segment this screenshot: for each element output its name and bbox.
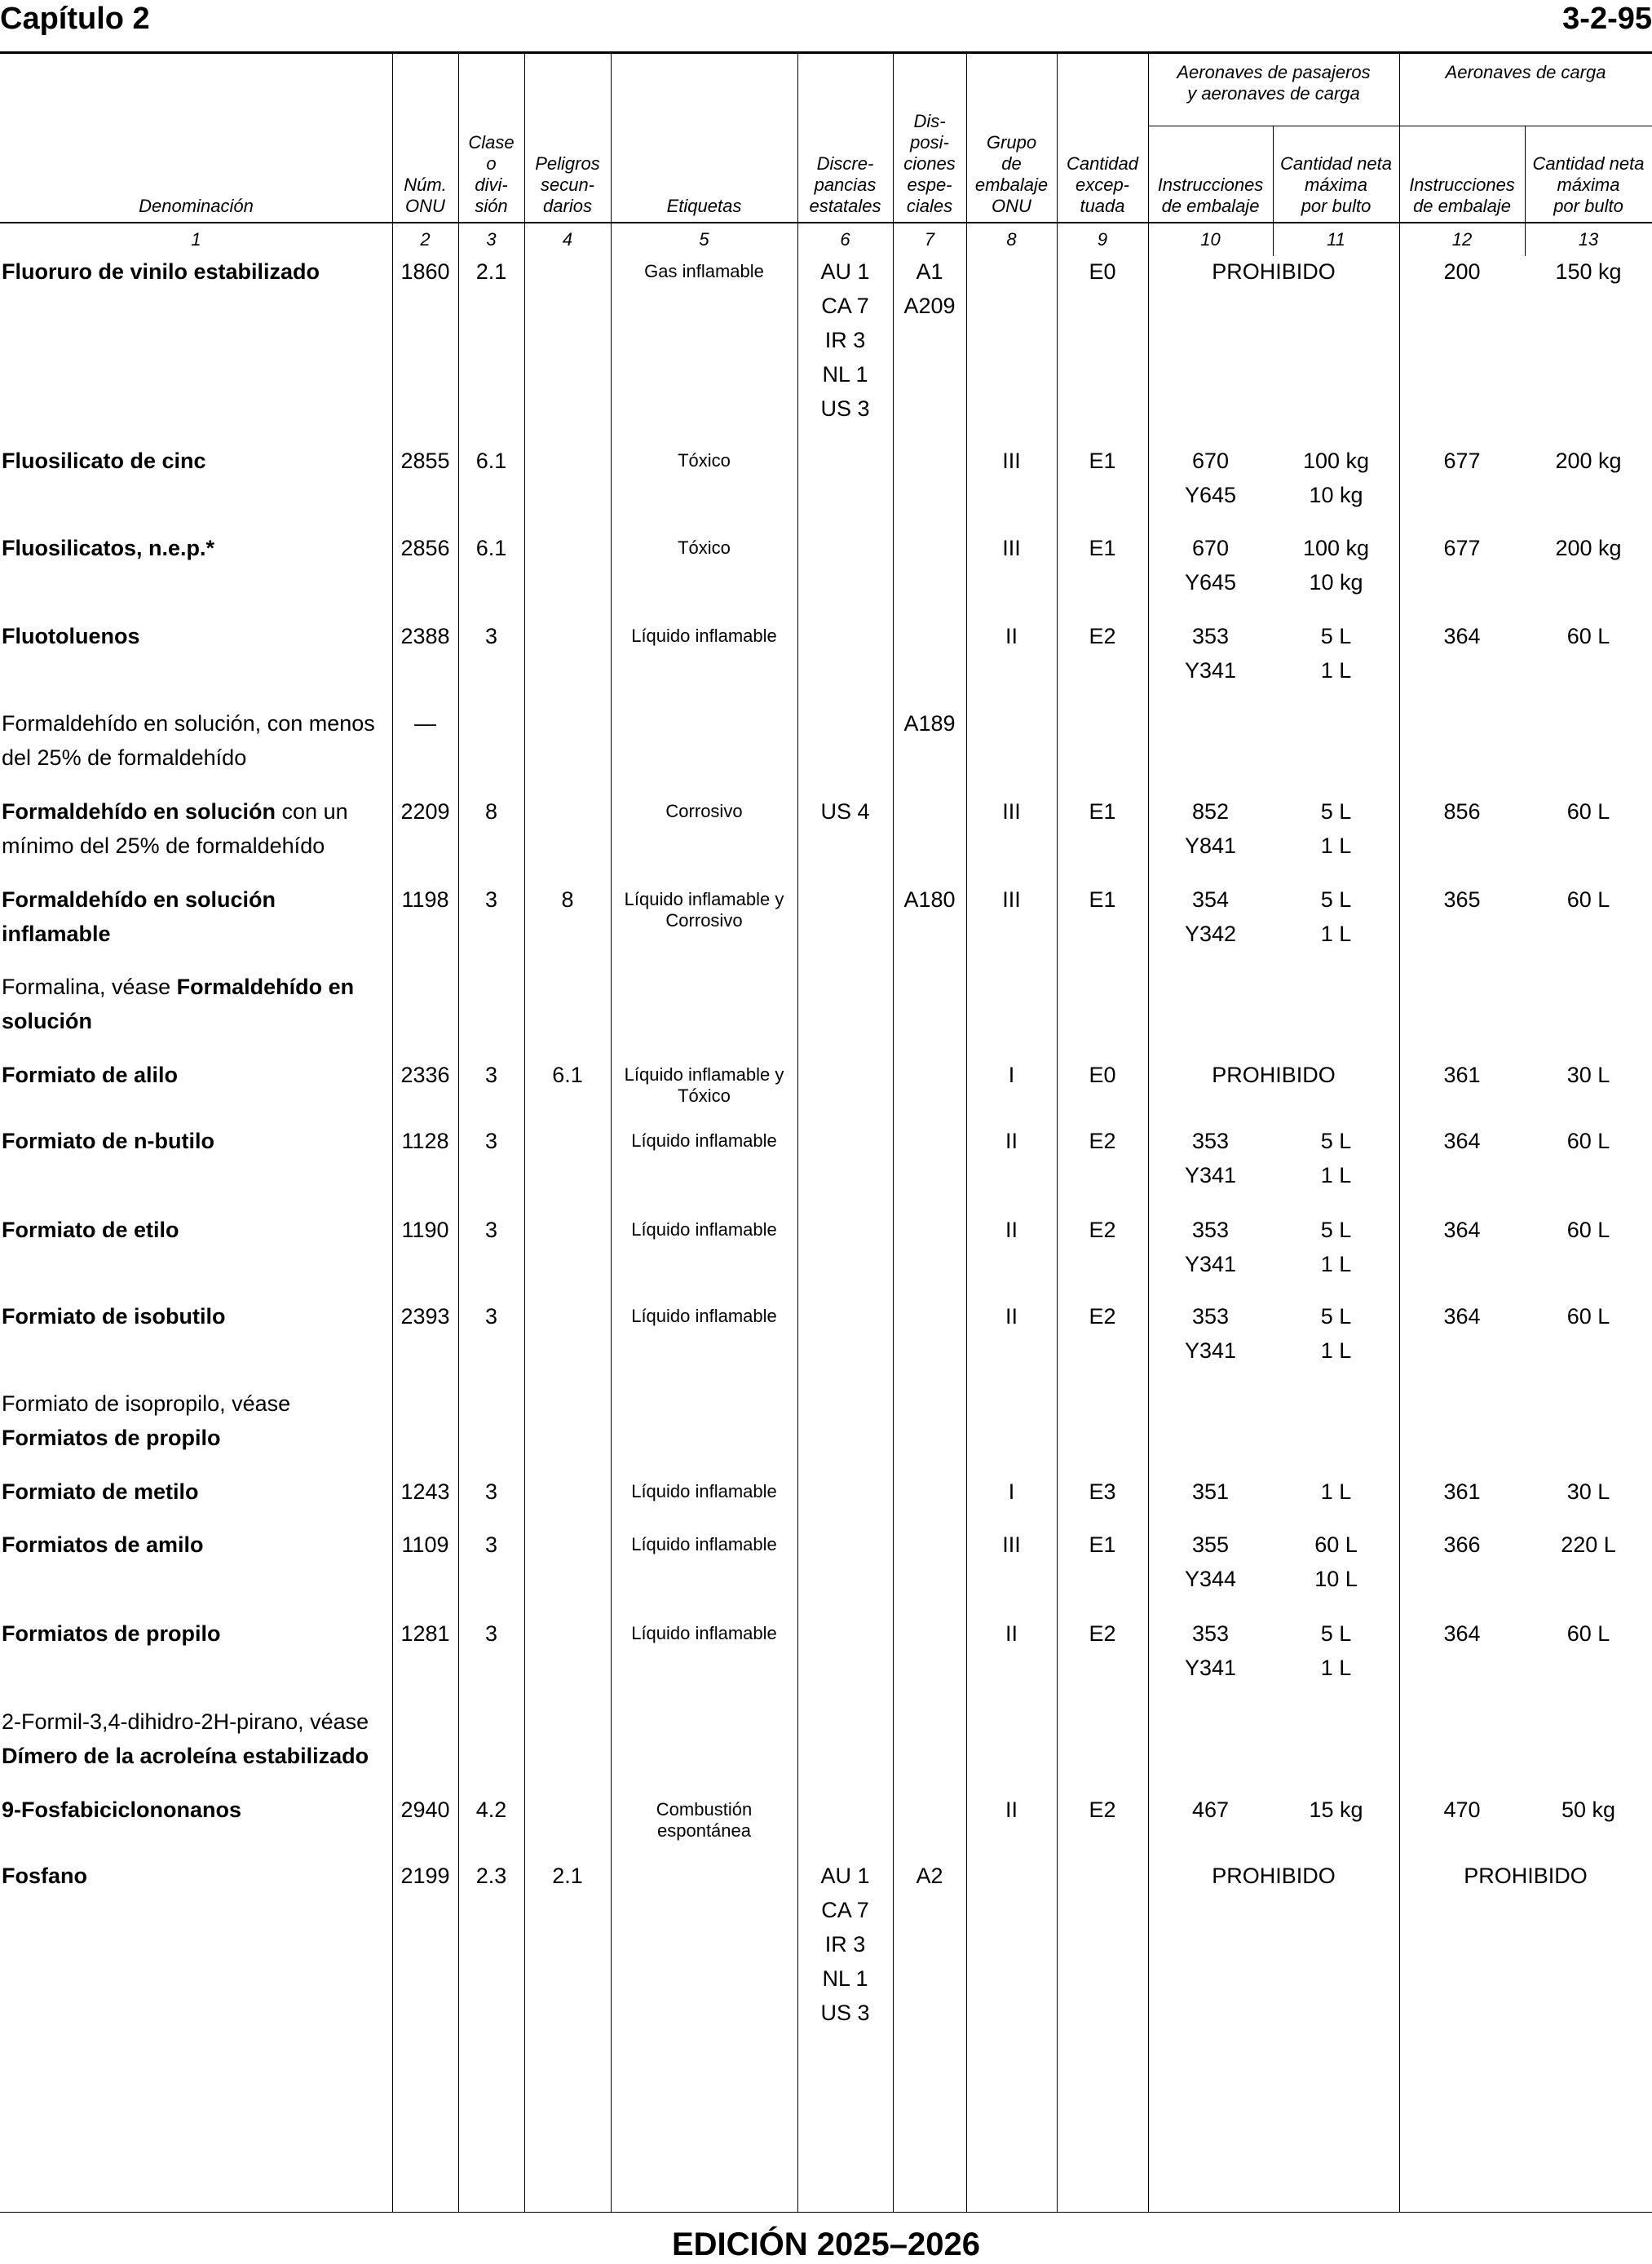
- cao-max-quantity: 200 kg: [1555, 449, 1622, 473]
- subsidiary-hazard: 2.1: [552, 1864, 583, 1888]
- group-header-pasajeros: Aeronaves de pasajeros y aeronaves de carga: [1177, 62, 1371, 104]
- substance-name: [2, 254, 385, 289]
- pax-max-quantity: 15 kg: [1309, 1797, 1363, 1822]
- substance-name: [2, 1705, 385, 1773]
- cao-packing-instruction: 856: [1443, 799, 1481, 824]
- pax-max-quantity: 5 L 1 L: [1320, 1621, 1352, 1680]
- packing-group: II: [1005, 1797, 1018, 1822]
- col-header-cantidad: Cantidad excep- tuada: [1066, 153, 1139, 216]
- substance-name: [2, 619, 385, 653]
- un-number: 2336: [400, 1063, 450, 1087]
- cao-max-quantity: 30 L: [1566, 1479, 1610, 1504]
- hazard-label: Líquido inflamable: [631, 1306, 777, 1326]
- substance-name-bold: Formiato de n-butilo: [2, 1129, 214, 1153]
- substance-name: [2, 1616, 385, 1651]
- col-header-denominacion: Denominación: [139, 196, 254, 216]
- pax-max-quantity: 5 L 1 L: [1320, 799, 1352, 858]
- page-number: 3-2-95: [1562, 2, 1652, 36]
- substance-name-bold: Formiato de isobutilo: [2, 1304, 226, 1329]
- excepted-quantity: E3: [1089, 1479, 1116, 1504]
- packing-group: I: [1008, 1063, 1015, 1087]
- pax-max-quantity: 5 L 1 L: [1320, 624, 1352, 683]
- substance-name-bold: Formiatos de amilo: [2, 1532, 204, 1557]
- substance-name-bold: Fluoruro de vinilo estabilizado: [2, 259, 320, 284]
- un-number: 2209: [400, 799, 450, 824]
- class-division: 2.3: [475, 1864, 507, 1888]
- cao-max-quantity: 30 L: [1566, 1063, 1610, 1087]
- substance-name-bold: 9-Fosfabiciclononanos: [2, 1797, 242, 1822]
- special-provision: A189: [903, 711, 956, 736]
- excepted-quantity: E2: [1089, 1797, 1116, 1822]
- column-number: 9: [1097, 229, 1108, 250]
- cao-max-quantity: 60 L: [1566, 1621, 1610, 1646]
- hazard-label: Líquido inflamable: [631, 626, 777, 646]
- column-number: 11: [1327, 229, 1345, 250]
- packing-group: II: [1005, 1621, 1018, 1646]
- footer-rule: [0, 2212, 1652, 2213]
- cao-packing-instruction: 365: [1443, 887, 1481, 912]
- pax-packing-instruction: 670 Y645: [1184, 449, 1237, 507]
- substance-name-bold: Formaldehído en solución: [2, 799, 276, 824]
- special-provision: A2: [916, 1864, 943, 1888]
- packing-group: II: [1005, 1304, 1018, 1329]
- cao-packing-instruction: 361: [1443, 1063, 1481, 1087]
- hazard-label: Corrosivo: [665, 801, 743, 821]
- col-header-disposiciones: Dis- posi- ciones espe- ciales: [903, 111, 956, 216]
- packing-group: III: [1002, 1532, 1021, 1557]
- substance-name-text: con un mínimo del 25% de formaldehído: [2, 799, 348, 858]
- un-number: 1109: [401, 1532, 449, 1557]
- cao-packing-instruction: 366: [1443, 1532, 1481, 1557]
- class-division: 8: [484, 799, 498, 824]
- excepted-quantity: E2: [1089, 1129, 1116, 1153]
- column-number: 8: [1006, 229, 1017, 250]
- un-number: —: [414, 711, 436, 736]
- special-provision: A1 A209: [903, 259, 956, 318]
- packing-group: I: [1008, 1479, 1015, 1504]
- un-number: 1128: [401, 1129, 449, 1153]
- col-header-clase: Clase o divi- sión: [468, 132, 515, 216]
- excepted-quantity: E1: [1089, 799, 1116, 824]
- pax-packing-instruction: 351: [1191, 1479, 1230, 1504]
- cross-reference: Dímero de la acroleína estabilizado: [2, 1744, 369, 1768]
- excepted-quantity: E2: [1089, 1304, 1116, 1329]
- substance-name-bold: Formaldehído en solución inflamable: [2, 887, 276, 946]
- un-number: 2388: [400, 624, 450, 648]
- class-division: 6.1: [475, 536, 507, 560]
- hazard-label: Líquido inflamable: [631, 1130, 777, 1151]
- pax-max-quantity: 5 L 1 L: [1320, 1304, 1352, 1363]
- chapter-title: Capítulo 2: [0, 2, 150, 36]
- cao-max-quantity: 60 L: [1566, 1129, 1610, 1153]
- pax-prohibited: PROHIBIDO: [1212, 1864, 1336, 1888]
- page-header: [0, 0, 1652, 39]
- pax-prohibited: PROHIBIDO: [1212, 1063, 1336, 1087]
- substance-name: [2, 1299, 385, 1333]
- packing-group: III: [1002, 887, 1021, 912]
- hazard-label: Líquido inflamable: [631, 1534, 777, 1554]
- col-header-cant-pas: Cantidad neta máxima por bulto: [1280, 153, 1392, 216]
- un-number: 2199: [400, 1864, 450, 1888]
- substance-name-bold: Fluosilicatos, n.e.p.*: [2, 536, 215, 560]
- class-division: 3: [484, 1479, 498, 1504]
- col-header-grupo: Grupo de embalaje ONU: [974, 132, 1049, 216]
- substance-name-bold: Fluosilicato de cinc: [2, 449, 206, 473]
- class-division: 4.2: [475, 1797, 507, 1822]
- column-number: 13: [1578, 229, 1599, 250]
- pax-packing-instruction: 467: [1191, 1797, 1230, 1822]
- cross-reference: Formiatos de propilo: [2, 1426, 221, 1450]
- cao-max-quantity: 60 L: [1566, 624, 1610, 648]
- column-number: 3: [486, 229, 497, 250]
- substance-name: [2, 882, 385, 951]
- cao-max-quantity: 220 L: [1561, 1532, 1616, 1557]
- packing-group: III: [1002, 799, 1021, 824]
- excepted-quantity: E1: [1089, 449, 1116, 473]
- pax-max-quantity: 5 L 1 L: [1320, 887, 1352, 946]
- cao-packing-instruction: 364: [1443, 1218, 1481, 1242]
- excepted-quantity: E1: [1089, 536, 1116, 560]
- special-provision: A180: [903, 887, 956, 912]
- substance-name-text: 2-Formil-3,4-dihidro-2H-pirano, véase: [2, 1709, 369, 1734]
- un-number: 2393: [400, 1304, 450, 1329]
- cao-packing-instruction: 364: [1443, 1621, 1481, 1646]
- group-header-carga: Aeronaves de carga: [1445, 62, 1606, 82]
- packing-group: II: [1005, 1218, 1018, 1242]
- excepted-quantity: E2: [1089, 1218, 1116, 1242]
- pax-max-quantity: 100 kg 10 kg: [1302, 536, 1370, 595]
- substance-name-bold: Formiato de alilo: [2, 1063, 179, 1087]
- edition-footer: EDICIÓN 2025–2026: [671, 2226, 980, 2262]
- excepted-quantity: E2: [1089, 624, 1116, 648]
- subsidiary-hazard: 6.1: [552, 1063, 583, 1087]
- cao-max-quantity: 60 L: [1566, 1218, 1610, 1242]
- pax-packing-instruction: 353 Y341: [1184, 1304, 1237, 1363]
- class-division: 3: [484, 1304, 498, 1329]
- cao-max-quantity: 60 L: [1566, 799, 1610, 824]
- hazard-label: Líquido inflamable: [631, 1481, 777, 1501]
- hazard-label: Líquido inflamable: [631, 1219, 777, 1240]
- pax-prohibited: PROHIBIDO: [1212, 259, 1336, 284]
- col-header-cant-carga: Cantidad neta máxima por bulto: [1532, 153, 1645, 216]
- substance-name-bold: Formiato de etilo: [2, 1218, 179, 1242]
- substance-name: [2, 794, 385, 863]
- class-division: 2.1: [475, 259, 507, 284]
- pax-packing-instruction: 353 Y341: [1184, 624, 1237, 683]
- column-number: 6: [840, 229, 850, 250]
- pax-max-quantity: 100 kg 10 kg: [1302, 449, 1370, 507]
- class-division: 3: [484, 1532, 498, 1557]
- col-header-instr-carga: Instrucciones de embalaje: [1409, 175, 1515, 216]
- substance-name: [2, 970, 385, 1038]
- cao-packing-instruction: 677: [1443, 536, 1481, 560]
- state-variation: US 4: [820, 799, 870, 824]
- excepted-quantity: E2: [1089, 1621, 1116, 1646]
- class-division: 3: [484, 1063, 498, 1087]
- pax-packing-instruction: 354 Y342: [1184, 887, 1237, 946]
- hazard-label: Combustión espontánea: [656, 1799, 753, 1841]
- substance-name-text: Formalina, véase: [2, 975, 177, 999]
- class-division: 3: [484, 1218, 498, 1242]
- column-number: 5: [699, 229, 709, 250]
- un-number: 2940: [400, 1797, 450, 1822]
- cross-reference: Formaldehído en solución: [2, 975, 355, 1033]
- excepted-quantity: E0: [1089, 1063, 1116, 1087]
- column-number: 1: [191, 229, 201, 250]
- pax-max-quantity: 60 L 10 L: [1314, 1532, 1358, 1591]
- cao-max-quantity: 150 kg: [1555, 259, 1622, 284]
- hazard-label: Tóxico: [678, 450, 731, 471]
- class-division: 3: [484, 887, 498, 912]
- cao-packing-instruction: 364: [1443, 1304, 1481, 1329]
- cao-max-quantity: 60 L: [1566, 1304, 1610, 1329]
- substance-name: [2, 1475, 385, 1509]
- substance-name-bold: Formiatos de propilo: [2, 1621, 221, 1646]
- subsidiary-hazard: 8: [561, 887, 574, 912]
- state-variation: AU 1 CA 7 IR 3 NL 1 US 3: [820, 259, 870, 421]
- hazard-label: Gas inflamable: [644, 261, 764, 281]
- col-header-num-onu: Núm. ONU: [404, 175, 447, 216]
- substance-name-bold: Formiato de metilo: [2, 1479, 199, 1504]
- pax-packing-instruction: 355 Y344: [1184, 1532, 1237, 1591]
- excepted-quantity: E0: [1089, 259, 1116, 284]
- substance-name-text: Formaldehído en solución, con menos del 25% de formaldehído: [2, 711, 375, 770]
- pax-packing-instruction: 852 Y841: [1184, 799, 1237, 858]
- col-header-peligros: Peligros secun- darios: [535, 153, 600, 216]
- class-division: 6.1: [475, 449, 507, 473]
- col-header-instr-pas: Instrucciones de embalaje: [1157, 175, 1264, 216]
- substance-name: [2, 706, 385, 775]
- substance-name-bold: Fosfano: [2, 1864, 87, 1888]
- class-division: 3: [484, 624, 498, 648]
- un-number: 2855: [400, 449, 450, 473]
- column-number: 12: [1451, 229, 1473, 250]
- column-number: 10: [1200, 229, 1221, 250]
- substance-name: [2, 531, 385, 565]
- excepted-quantity: E1: [1089, 887, 1116, 912]
- cao-packing-instruction: 470: [1443, 1797, 1481, 1822]
- un-number: 1198: [401, 887, 449, 912]
- class-division: 3: [484, 1129, 498, 1153]
- pax-packing-instruction: 670 Y645: [1184, 536, 1237, 595]
- pax-packing-instruction: 353 Y341: [1184, 1218, 1237, 1276]
- substance-name: [2, 1124, 385, 1158]
- column-number: 2: [420, 229, 431, 250]
- cao-packing-instruction: 364: [1443, 624, 1481, 648]
- packing-group: II: [1005, 624, 1018, 648]
- un-number: 1281: [400, 1621, 450, 1646]
- hazard-label: Líquido inflamable: [631, 1623, 777, 1643]
- cao-packing-instruction: 361: [1443, 1479, 1481, 1504]
- substance-name: [2, 1386, 385, 1455]
- hazard-label: Líquido inflamable y Tóxico: [624, 1064, 784, 1106]
- hazard-label: Líquido inflamable y Corrosivo: [624, 889, 784, 931]
- col-header-etiquetas: Etiquetas: [666, 196, 742, 216]
- column-number: 7: [924, 229, 935, 250]
- packing-group: III: [1002, 536, 1021, 560]
- pax-max-quantity: 5 L 1 L: [1320, 1218, 1352, 1276]
- un-number: 1190: [401, 1218, 449, 1242]
- pax-max-quantity: 1 L: [1320, 1479, 1352, 1504]
- cao-max-quantity: 200 kg: [1555, 536, 1622, 560]
- column-number: 4: [562, 229, 573, 250]
- un-number: 2856: [400, 536, 450, 560]
- pax-max-quantity: 5 L 1 L: [1320, 1129, 1352, 1187]
- pax-packing-instruction: 353 Y341: [1184, 1621, 1237, 1680]
- packing-group: III: [1002, 449, 1021, 473]
- class-division: 3: [484, 1621, 498, 1646]
- hazard-label: Tóxico: [678, 537, 731, 558]
- cao-max-quantity: 50 kg: [1561, 1797, 1616, 1822]
- un-number: 1860: [400, 259, 450, 284]
- substance-name-bold: Fluotoluenos: [2, 624, 140, 648]
- excepted-quantity: E1: [1089, 1532, 1116, 1557]
- pax-packing-instruction: 353 Y341: [1184, 1129, 1237, 1187]
- cao-packing-instruction: 200: [1443, 259, 1481, 284]
- substance-name: [2, 1793, 385, 1827]
- un-number: 1243: [400, 1479, 450, 1504]
- substance-name: [2, 444, 385, 478]
- packing-group: II: [1005, 1129, 1018, 1153]
- cao-packing-instruction: 364: [1443, 1129, 1481, 1153]
- substance-name: [2, 1528, 385, 1562]
- substance-name: [2, 1213, 385, 1247]
- substance-name: [2, 1859, 385, 1893]
- cao-prohibited: PROHIBIDO: [1464, 1864, 1588, 1888]
- substance-name: [2, 1058, 385, 1092]
- col-header-discrepancias: Discre- pancias estatales: [809, 153, 881, 216]
- cao-max-quantity: 60 L: [1566, 887, 1610, 912]
- state-variation: AU 1 CA 7 IR 3 NL 1 US 3: [820, 1864, 870, 2025]
- substance-name-text: Formiato de isopropilo, véase: [2, 1391, 291, 1416]
- cao-packing-instruction: 677: [1443, 449, 1481, 473]
